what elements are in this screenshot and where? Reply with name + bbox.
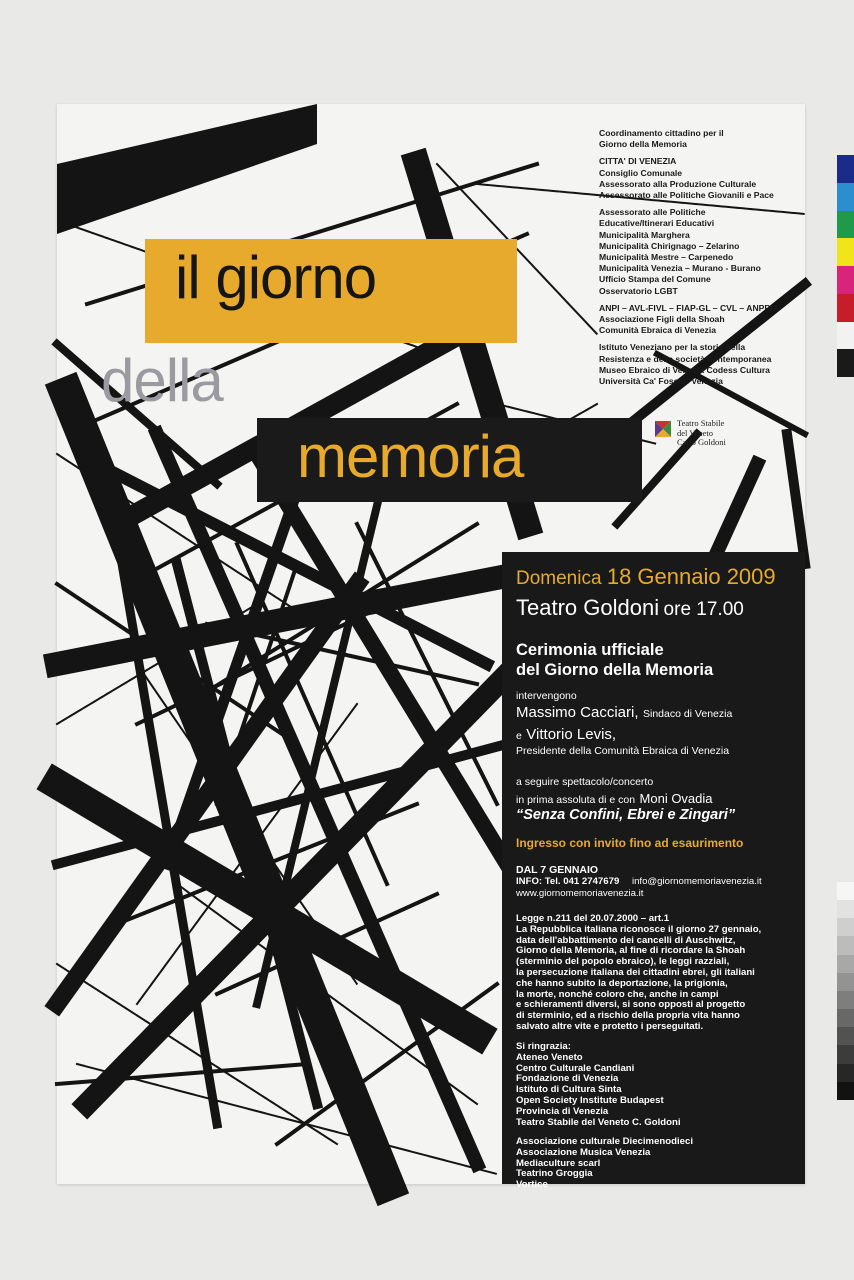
law-line: Giorno della Memoria, al fine di ricordare la Shoah bbox=[516, 945, 746, 957]
gray-patch bbox=[837, 1064, 854, 1082]
thanks-line: Open Society Institute Budapest bbox=[516, 1094, 664, 1106]
credits-group bbox=[599, 207, 809, 297]
credits-line: Municipalità Chirignago – Zelarino bbox=[599, 240, 740, 251]
law-line: la morte, nonché coloro che, anche in campi bbox=[516, 988, 719, 1000]
gray-patch bbox=[837, 918, 854, 936]
gray-patch bbox=[837, 955, 854, 973]
credits-line: Associazione Figli della Shoah bbox=[599, 314, 725, 325]
credits-group bbox=[599, 156, 809, 201]
speaker-2-name: Vittorio Levis, bbox=[526, 726, 617, 743]
event-date: 18 Gennaio 2009 bbox=[606, 564, 776, 589]
gray-patch bbox=[837, 1009, 854, 1027]
thanks-line: Si ringrazia: bbox=[516, 1041, 571, 1052]
gray-patch bbox=[837, 991, 854, 1009]
credits-line: Museo Ebraico di Venezia Codess Cultura bbox=[599, 364, 770, 375]
credits-line: Consiglio Comunale bbox=[599, 167, 683, 178]
gray-calibration-strip bbox=[837, 882, 854, 1100]
gray-patch bbox=[837, 1082, 854, 1100]
teatro-logo-icon bbox=[655, 421, 671, 437]
title-line-2: della bbox=[101, 347, 223, 414]
credits-line: Resistenza e della società contemporanea bbox=[599, 353, 772, 364]
logo-line-1: Teatro Stabile bbox=[677, 418, 725, 428]
info-email: info@giornomemoriavenezia.it bbox=[631, 876, 762, 887]
credits-line: Istituto Veneziano per la storia della bbox=[599, 342, 746, 353]
thanks-line: Teatro Stabile del Veneto C. Goldoni bbox=[516, 1116, 681, 1128]
credits-line: Assessorato alle Politiche Giovanili e Pace bbox=[599, 190, 774, 201]
title-line-1: il giorno bbox=[175, 244, 377, 311]
credits-line: Comunità Ebraica di Venezia bbox=[599, 325, 717, 336]
credits-line: Ufficio Stampa del Comune bbox=[599, 274, 711, 285]
thanks-line: Centro Culturale Candiani bbox=[516, 1062, 635, 1074]
law-line: e schieramenti diversi, si sono opposti al progetto bbox=[516, 999, 746, 1011]
premiere-text: in prima assoluta di e con bbox=[516, 794, 636, 806]
event-info-panel bbox=[502, 552, 805, 1191]
organizers-credits bbox=[599, 128, 809, 393]
color-patch bbox=[837, 238, 854, 266]
association-line: Associazione culturale Diecimenodieci bbox=[516, 1136, 694, 1147]
credits-line: Assessorato alla Produzione Culturale bbox=[599, 178, 757, 189]
credits-line: Educative/Itinerari Educativi bbox=[599, 218, 715, 229]
speaker-1-name: Massimo Cacciari, bbox=[516, 704, 639, 721]
logo-line-3: Carlo Goldoni bbox=[677, 437, 726, 447]
thanks-line: Ateneo Veneto bbox=[516, 1051, 583, 1063]
law-line: che hanno subito la deportazione, la prigionia, bbox=[516, 977, 728, 989]
color-patch bbox=[837, 266, 854, 294]
ceremony-title-1: Cerimonia ufficiale bbox=[516, 641, 664, 659]
credits-group bbox=[599, 128, 809, 150]
credits-line: Osservatorio LGBT bbox=[599, 285, 678, 296]
event-time: ore 17.00 bbox=[663, 599, 744, 620]
premiere-line bbox=[516, 790, 713, 808]
gray-patch bbox=[837, 882, 854, 900]
color-patch bbox=[837, 211, 854, 239]
event-day: Domenica bbox=[516, 568, 602, 589]
color-patch bbox=[837, 294, 854, 322]
poster bbox=[57, 104, 805, 1191]
thanks-list bbox=[516, 1042, 681, 1128]
law-line: Legge n.211 del 20.07.2000 – art.1 bbox=[516, 913, 670, 924]
law-line: salvato altre vite e protetto i perseguitati. bbox=[516, 1020, 704, 1032]
association-line: Mediaculture scarl bbox=[516, 1157, 601, 1169]
color-patch bbox=[837, 183, 854, 211]
teatro-stabile-logo bbox=[655, 417, 775, 451]
speaker-2-line bbox=[516, 726, 616, 744]
title-band-yellow bbox=[145, 239, 517, 343]
thanks-line: Fondazione di Venezia bbox=[516, 1073, 619, 1085]
speakers-intro: intervengono bbox=[516, 690, 577, 702]
event-date-line bbox=[516, 564, 776, 590]
law-line: la persecuzione italiana dei cittadini ebrei, gli italiani bbox=[516, 966, 755, 978]
show-title-a: “Senza Confini, bbox=[516, 807, 624, 823]
gray-patch bbox=[837, 936, 854, 954]
show-title bbox=[516, 807, 735, 823]
follow-text: a seguire spettacolo/concerto bbox=[516, 776, 654, 788]
credits-line: ANPI – AVL-FIVL – FIAP-GL – CVL – ANPPIA bbox=[599, 302, 779, 313]
associations-list bbox=[516, 1137, 693, 1191]
association-line: Associazione Musica Venezia bbox=[516, 1146, 651, 1158]
thanks-line: Provincia di Venezia bbox=[516, 1105, 609, 1117]
color-patch bbox=[837, 155, 854, 183]
law-line: data dell'abbattimento dei cancelli di Auschwitz, bbox=[516, 934, 736, 946]
info-phone: INFO: Tel. 041 2747679 bbox=[516, 876, 620, 887]
speaker-2-role: Presidente della Comunità Ebraica di Venezia bbox=[516, 745, 730, 757]
law-text bbox=[516, 914, 761, 1033]
event-venue-line bbox=[516, 595, 744, 621]
credits-group bbox=[599, 303, 809, 337]
show-title-b: Ebrei e Zingari” bbox=[627, 807, 736, 823]
gray-patch bbox=[837, 973, 854, 991]
gray-patch bbox=[837, 900, 854, 918]
artist-name: Moni Ovadia bbox=[639, 791, 713, 806]
thanks-line: Istituto di Cultura Sinta bbox=[516, 1084, 622, 1096]
credits-line: Università Ca' Foscari Venezia bbox=[599, 376, 723, 387]
color-calibration-strip bbox=[837, 155, 854, 377]
title-line-3: memoria bbox=[297, 423, 524, 490]
credits-line: Coordinamento cittadino per il bbox=[599, 128, 724, 138]
from-date: DAL 7 GENNAIO bbox=[516, 864, 599, 876]
credits-line: Giorno della Memoria bbox=[599, 139, 687, 150]
conjunction: e bbox=[516, 730, 522, 742]
credits-line: Municipalità Marghera bbox=[599, 229, 690, 240]
logo-line-2: del Veneto bbox=[677, 427, 713, 438]
credits-line: Municipalità Mestre – Carpenedo bbox=[599, 252, 734, 263]
credits-line: CITTA' DI VENEZIA bbox=[599, 156, 677, 167]
speaker-1-line bbox=[516, 704, 732, 722]
credits-group bbox=[599, 342, 809, 387]
color-patch bbox=[837, 322, 854, 350]
ceremony-title-2: del Giorno della Memoria bbox=[516, 661, 714, 679]
law-line: di sterminio, ed a rischio della propria vita hanno bbox=[516, 1010, 740, 1022]
association-line: Vortice bbox=[516, 1179, 548, 1191]
website: www.giornomemoriavenezia.it bbox=[516, 888, 644, 899]
association-line: Teatrino Groggia bbox=[516, 1168, 593, 1180]
credits-line: Municipalità Venezia – Murano - Burano bbox=[599, 263, 761, 274]
entry-notice: Ingresso con invito fino ad esaurimento bbox=[516, 836, 744, 850]
event-venue: Teatro Goldoni bbox=[516, 595, 660, 620]
contact-line bbox=[516, 877, 762, 888]
color-patch bbox=[837, 349, 854, 377]
credits-line: Assessorato alle Politiche bbox=[599, 207, 706, 218]
law-line: La Repubblica italiana riconosce il giorno 27 gennaio, bbox=[516, 923, 762, 935]
gray-patch bbox=[837, 1045, 854, 1063]
gray-patch bbox=[837, 1027, 854, 1045]
speaker-1-role: Sindaco di Venezia bbox=[642, 708, 733, 720]
law-line: (sterminio del popolo ebraico), le leggi razziali, bbox=[516, 956, 730, 968]
